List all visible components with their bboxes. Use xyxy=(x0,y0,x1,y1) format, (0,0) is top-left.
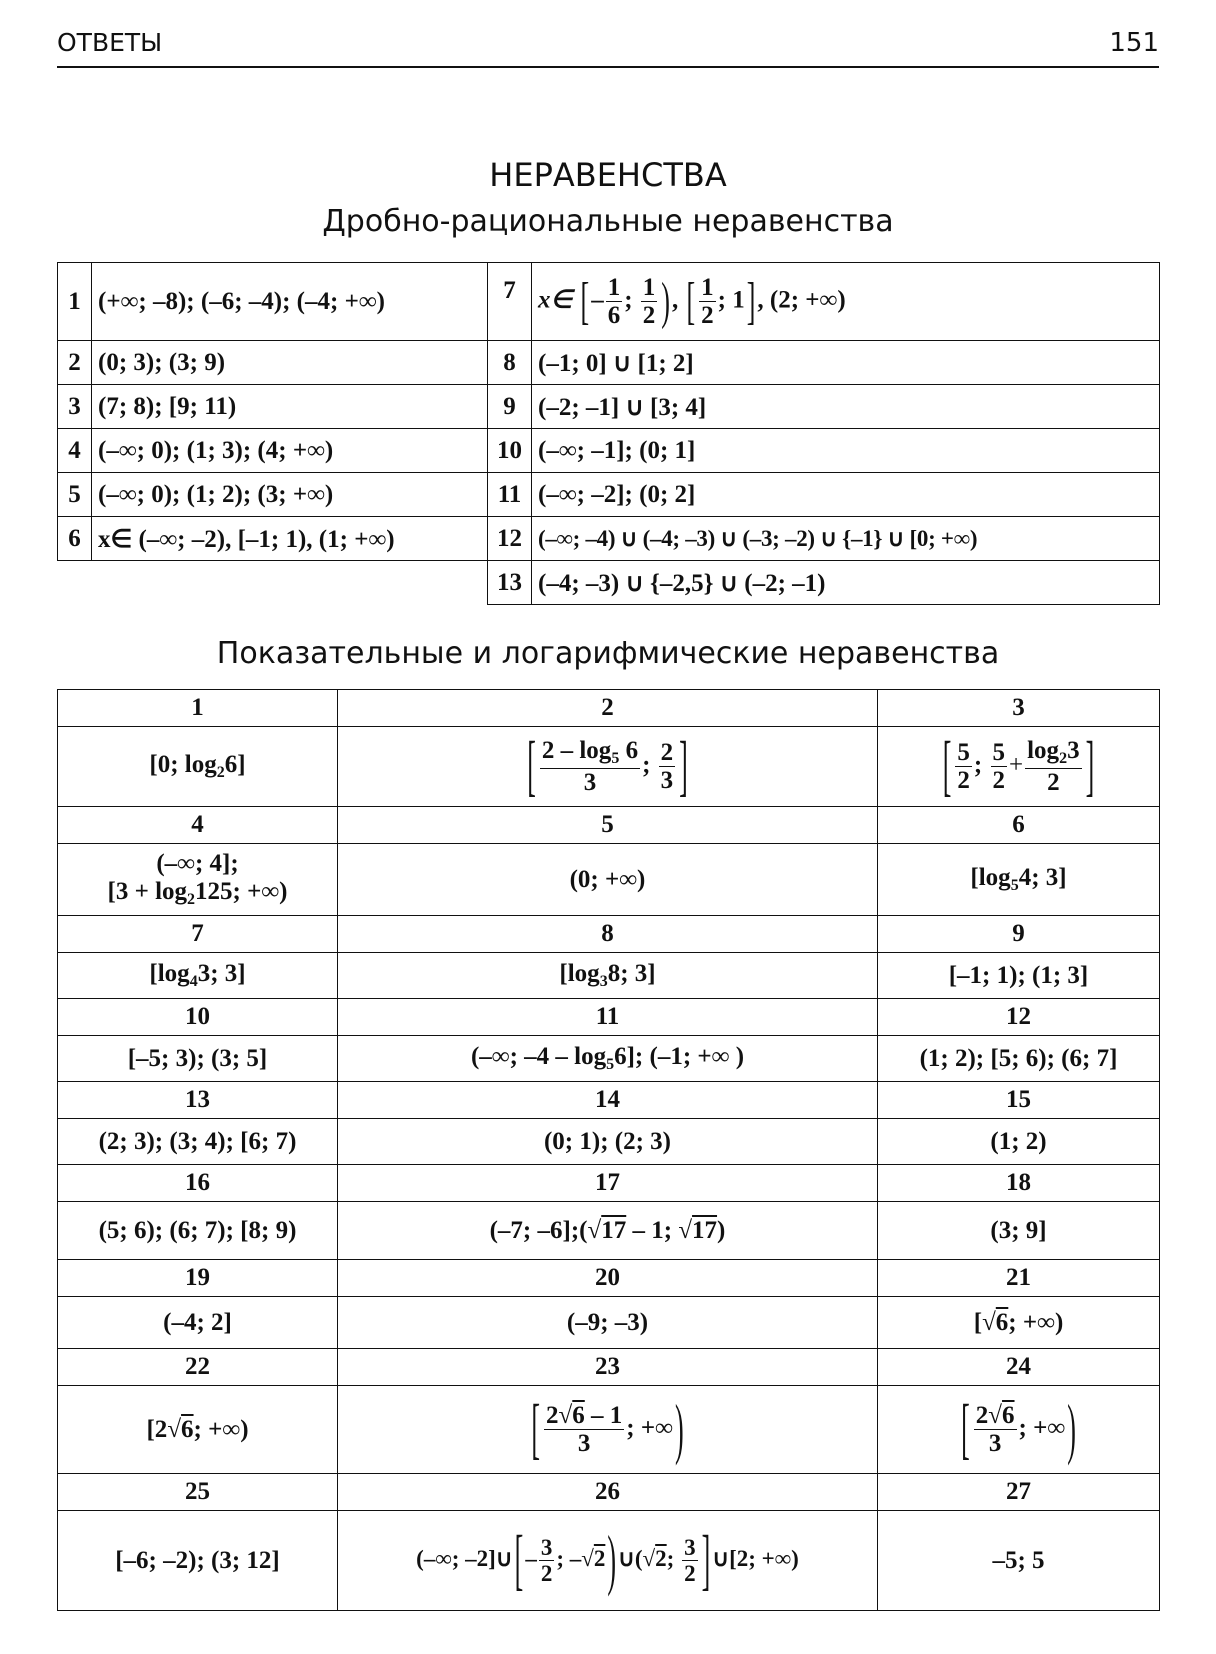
table-row xyxy=(58,1165,1160,1202)
denominator: 3 xyxy=(540,768,640,797)
numerator xyxy=(1025,737,1081,768)
answer-value: (0; +∞) xyxy=(338,844,878,916)
fraction xyxy=(540,737,640,796)
numerator: 2√6 xyxy=(975,1401,1015,1429)
answer-value: (–4; –3) ∪ {–2,5} ∪ (–2; –1) xyxy=(532,561,1160,605)
answer-number: 19 xyxy=(58,1260,338,1297)
text: 4; 3] xyxy=(1018,864,1067,891)
table-row xyxy=(58,1260,1160,1297)
subscript: 2 xyxy=(187,891,196,908)
answer-number: 18 xyxy=(878,1165,1160,1202)
numerator xyxy=(540,737,640,768)
bracket: [ xyxy=(961,1390,970,1466)
fraction xyxy=(659,739,676,795)
text: (–∞; 4]; xyxy=(156,850,239,877)
table-row xyxy=(58,953,1160,999)
answer-value xyxy=(338,953,878,999)
text: [log xyxy=(149,960,190,987)
page-number: 151 xyxy=(1109,28,1159,58)
table-row xyxy=(58,727,1160,807)
text: 2 xyxy=(975,1401,989,1429)
text: log xyxy=(1027,736,1060,764)
header-section: ОТВЕТЫ xyxy=(57,28,163,57)
text-line xyxy=(60,878,335,909)
answer-value: –5; 5 xyxy=(878,1511,1160,1611)
table-row xyxy=(58,1474,1160,1511)
numerator: 1 xyxy=(701,273,714,301)
numerator: 1 xyxy=(607,273,621,301)
answer-value: x∈ [– $\frac{1}{6}$ ; $\frac{1}{2}$ ), [ $\frac{1}{2}$ ; 1], (2; +∞) xyxy=(532,263,1160,341)
numerator: 2√6 – 1 xyxy=(546,1401,623,1429)
bracket: ) xyxy=(674,1390,684,1466)
radicand: 2 xyxy=(593,1545,606,1571)
denominator: 6 xyxy=(607,302,621,329)
numerator: 2 xyxy=(660,738,674,766)
text: – 1 xyxy=(584,1401,623,1429)
table-row xyxy=(58,341,1160,385)
fraction xyxy=(682,1535,698,1587)
denominator: 2 xyxy=(957,767,970,794)
answer-value xyxy=(58,844,338,916)
answer-value: x∈ (–∞; –2), [–1; 1), (1; +∞) xyxy=(92,517,488,561)
bracket: ) xyxy=(661,271,670,330)
denominator: 2 xyxy=(540,1561,553,1586)
bracket: ] xyxy=(746,271,756,330)
answer-value: (–∞; –2]; (0; 2] xyxy=(532,473,1160,517)
answer-number: 25 xyxy=(58,1474,338,1511)
table-row xyxy=(58,999,1160,1036)
text: 6 xyxy=(625,736,639,764)
answer-number: 13 xyxy=(488,561,532,605)
table-row xyxy=(58,1511,1160,1611)
answer-number: 12 xyxy=(878,999,1160,1036)
answer-part: x∈ xyxy=(538,286,573,314)
answer-number: 27 xyxy=(878,1474,1160,1511)
answer-value: (–7; –6];(√17 – 1; √17) xyxy=(338,1202,878,1260)
answer-number: 12 xyxy=(488,517,532,561)
page-title: НЕРАВЕНСТВА xyxy=(489,156,727,194)
section-title-exp-log: Показательные и логарифмические неравенства xyxy=(216,636,1000,671)
denominator: 2 xyxy=(1025,768,1081,797)
text: 6] xyxy=(224,751,246,778)
text: ; – xyxy=(556,1545,582,1571)
radicand: 17 xyxy=(692,1216,718,1244)
table-row xyxy=(58,473,1160,517)
denominator: 3 xyxy=(660,767,674,794)
fraction xyxy=(1025,737,1081,796)
answer-value xyxy=(878,1386,1160,1474)
denominator: 2 xyxy=(684,1561,696,1586)
answer-value: (–∞; 0); (1; 2); (3; +∞) xyxy=(92,473,488,517)
denominator: 2 xyxy=(701,302,714,329)
radicand: 6 xyxy=(572,1401,585,1429)
answer-number: 2 xyxy=(338,690,878,727)
empty-cell xyxy=(58,561,488,605)
text: 125; +∞) xyxy=(195,878,288,905)
bracket: [ xyxy=(942,727,952,803)
answer-number: 24 xyxy=(878,1349,1160,1386)
denominator: 3 xyxy=(974,1429,1017,1458)
table-row xyxy=(58,844,1160,916)
numerator: 3 xyxy=(684,1534,696,1560)
answer-number: 7 xyxy=(58,916,338,953)
text: 3 xyxy=(1067,736,1080,764)
answer-part: (2; +∞) xyxy=(769,286,846,314)
table-row xyxy=(58,561,1160,605)
answer-value: (1; 2); [5; 6); (6; 7] xyxy=(878,1036,1160,1082)
section-title-rational: Дробно-рациональные неравенства xyxy=(322,204,894,239)
answer-number: 9 xyxy=(878,916,1160,953)
numerator: 5 xyxy=(957,738,970,766)
numerator: 5 xyxy=(992,738,1005,766)
plus-sign: + xyxy=(1009,751,1024,779)
text: 6]; (–1; +∞ ) xyxy=(614,1043,745,1070)
answer-value xyxy=(338,1386,878,1474)
answer-number: 5 xyxy=(58,473,92,517)
answer-number: 1 xyxy=(58,690,338,727)
answer-number: 5 xyxy=(338,807,878,844)
bracket: ] xyxy=(1085,727,1095,803)
subscript: 3 xyxy=(599,973,608,990)
subscript: 5 xyxy=(606,1056,615,1073)
rational-answers-table xyxy=(57,262,1160,605)
table-row xyxy=(58,429,1160,473)
numerator: 3 xyxy=(540,1534,553,1560)
answer-value: [2√6; +∞) xyxy=(58,1386,338,1474)
answer-value xyxy=(58,953,338,999)
bracket: [ xyxy=(531,1390,541,1466)
bracket: ) xyxy=(1067,1390,1076,1466)
answer-value xyxy=(338,1036,878,1082)
text: (–7; –6];( xyxy=(489,1216,588,1244)
answer-number: 4 xyxy=(58,429,92,473)
answer-value: [√6; +∞) xyxy=(878,1297,1160,1349)
text: [log xyxy=(970,864,1011,891)
fraction xyxy=(955,739,972,795)
answer-value: [ $\frac{2 - \log_5 6}{3}$ ; $\frac{2}{3}$ ] xyxy=(338,727,878,807)
answer-value: (–4; 2] xyxy=(58,1297,338,1349)
subscript: 4 xyxy=(189,973,198,990)
text: (–∞; –2]∪ xyxy=(416,1545,513,1571)
table-row xyxy=(58,263,1160,341)
answer-value: (–∞; –4) ∪ (–4; –3) ∪ (–3; –2) ∪ {–1} ∪ [0; +∞) xyxy=(532,517,1160,561)
answer-value: (0; 1); (2; 3) xyxy=(338,1119,878,1165)
answer-number: 23 xyxy=(338,1349,878,1386)
answer-number: 17 xyxy=(338,1165,878,1202)
table-row xyxy=(58,1202,1160,1260)
answer-value: [–6; –2); (3; 12] xyxy=(58,1511,338,1611)
fraction xyxy=(991,739,1008,795)
answer-value: (–2; –1] ∪ [3; 4] xyxy=(532,385,1160,429)
text: [0; log xyxy=(149,751,217,778)
answer-value: (3; 9] xyxy=(878,1202,1160,1260)
text: [3 + log xyxy=(107,878,188,905)
bracket: ] xyxy=(701,1521,711,1597)
answer-value: (–1; 0] ∪ [1; 2] xyxy=(532,341,1160,385)
answer-value: [ $\frac{5}{2}$ ; $\frac{5}{2}$ + $\frac{\log_23}{2}$ ] xyxy=(878,727,1160,807)
answer-value: (–∞; 0); (1; 3); (4; +∞) xyxy=(92,429,488,473)
radicand: 6 xyxy=(181,1415,194,1443)
text: [ xyxy=(973,1308,983,1336)
answer-number: 20 xyxy=(338,1260,878,1297)
answer-value: (2; 3); (3; 4); [6; 7) xyxy=(58,1119,338,1165)
text: 2 – log xyxy=(541,736,612,764)
answer-value xyxy=(878,844,1160,916)
answer-value: (1; 2) xyxy=(878,1119,1160,1165)
table-row xyxy=(58,1349,1160,1386)
bracket: [ xyxy=(514,1521,524,1597)
answer-number: 21 xyxy=(878,1260,1160,1297)
table-row xyxy=(58,1297,1160,1349)
answer-number: 8 xyxy=(488,341,532,385)
answer-value xyxy=(58,727,338,807)
answer-value: [–5; 3); (3; 5] xyxy=(58,1036,338,1082)
text: 2 xyxy=(546,1401,559,1429)
text: ; +∞) xyxy=(193,1415,249,1443)
table-row xyxy=(58,1082,1160,1119)
answer-value: (+∞; –8); (–6; –4); (–4; +∞) xyxy=(92,263,488,341)
answer-number: 9 xyxy=(488,385,532,429)
text: [2 xyxy=(146,1415,168,1443)
text: ; +∞ xyxy=(1018,1414,1066,1442)
subscript: 5 xyxy=(611,749,620,767)
subscript: 2 xyxy=(216,764,225,781)
numerator: 1 xyxy=(642,273,656,301)
answer-number: 6 xyxy=(58,517,92,561)
subscript: 5 xyxy=(1010,877,1019,894)
table-row xyxy=(58,1119,1160,1165)
answer-number: 1 xyxy=(58,263,92,341)
radicand: 6 xyxy=(995,1308,1009,1336)
answer-number: 16 xyxy=(58,1165,338,1202)
text: [log xyxy=(559,960,600,987)
denominator: 3 xyxy=(544,1429,624,1458)
answer-value: (–∞; –1]; (0; 1] xyxy=(532,429,1160,473)
answer-value: (7; 8); [9; 11) xyxy=(92,385,488,429)
table-row xyxy=(58,385,1160,429)
table-row xyxy=(58,690,1160,727)
answer-number: 3 xyxy=(58,385,92,429)
answer-value: [–1; 1); (1; 3] xyxy=(878,953,1160,999)
answer-number: 6 xyxy=(878,807,1160,844)
answer-number: 8 xyxy=(338,916,878,953)
table-row xyxy=(58,1036,1160,1082)
text: ) xyxy=(717,1216,726,1244)
text: 8; 3] xyxy=(607,960,656,987)
table-row xyxy=(58,517,1160,561)
answer-number: 2 xyxy=(58,341,92,385)
text: (–∞; –4 – log xyxy=(470,1043,607,1070)
answer-number: 7 xyxy=(488,263,532,341)
bracket: ) xyxy=(607,1521,617,1597)
text: ∪[2; +∞) xyxy=(712,1545,799,1571)
answer-number: 4 xyxy=(58,807,338,844)
fraction xyxy=(544,1402,624,1458)
text: ; +∞) xyxy=(1008,1308,1064,1336)
bracket: ] xyxy=(679,727,688,803)
answer-part: 1 xyxy=(732,286,745,314)
answer-number: 11 xyxy=(338,999,878,1036)
denominator: 2 xyxy=(992,767,1005,794)
answer-value: (0; 3); (3; 9) xyxy=(92,341,488,385)
page-header xyxy=(57,22,1159,68)
answer-value: (–9; –3) xyxy=(338,1297,878,1349)
text: – 1; xyxy=(626,1216,679,1244)
table-row xyxy=(58,916,1160,953)
answer-number: 3 xyxy=(878,690,1160,727)
text: ; xyxy=(666,1545,681,1571)
answer-number: 11 xyxy=(488,473,532,517)
answer-number: 10 xyxy=(488,429,532,473)
text: ; +∞ xyxy=(626,1414,673,1442)
exp-log-answers-table xyxy=(57,689,1160,1611)
text: ∪( xyxy=(618,1545,643,1571)
fraction xyxy=(974,1402,1017,1458)
answer-number: 15 xyxy=(878,1082,1160,1119)
answer-number: 22 xyxy=(58,1349,338,1386)
answer-number: 14 xyxy=(338,1082,878,1119)
fraction xyxy=(539,1535,555,1587)
table-row xyxy=(58,807,1160,844)
bracket: [ xyxy=(527,727,536,803)
fraction xyxy=(606,274,623,330)
bracket: [ xyxy=(686,271,696,330)
table-row xyxy=(58,1386,1160,1474)
subscript: 2 xyxy=(1059,749,1068,767)
answer-number: 13 xyxy=(58,1082,338,1119)
answer-value: (–∞; –2]∪[– $\frac{3}{2}$ ; –√2)∪(√2; $\frac{3}{2}$ ]∪[2; +∞) xyxy=(338,1511,878,1611)
denominator: 2 xyxy=(642,302,656,329)
answer-value: (5; 6); (6; 7); [8; 9) xyxy=(58,1202,338,1260)
radicand: 2 xyxy=(655,1545,667,1571)
fraction xyxy=(699,274,716,330)
answer-number: 26 xyxy=(338,1474,878,1511)
bracket: [ xyxy=(580,271,590,330)
fraction xyxy=(641,274,658,330)
text: 3; 3] xyxy=(197,960,246,987)
radicand: 17 xyxy=(601,1216,627,1244)
answer-number: 10 xyxy=(58,999,338,1036)
radicand: 6 xyxy=(1002,1401,1015,1429)
